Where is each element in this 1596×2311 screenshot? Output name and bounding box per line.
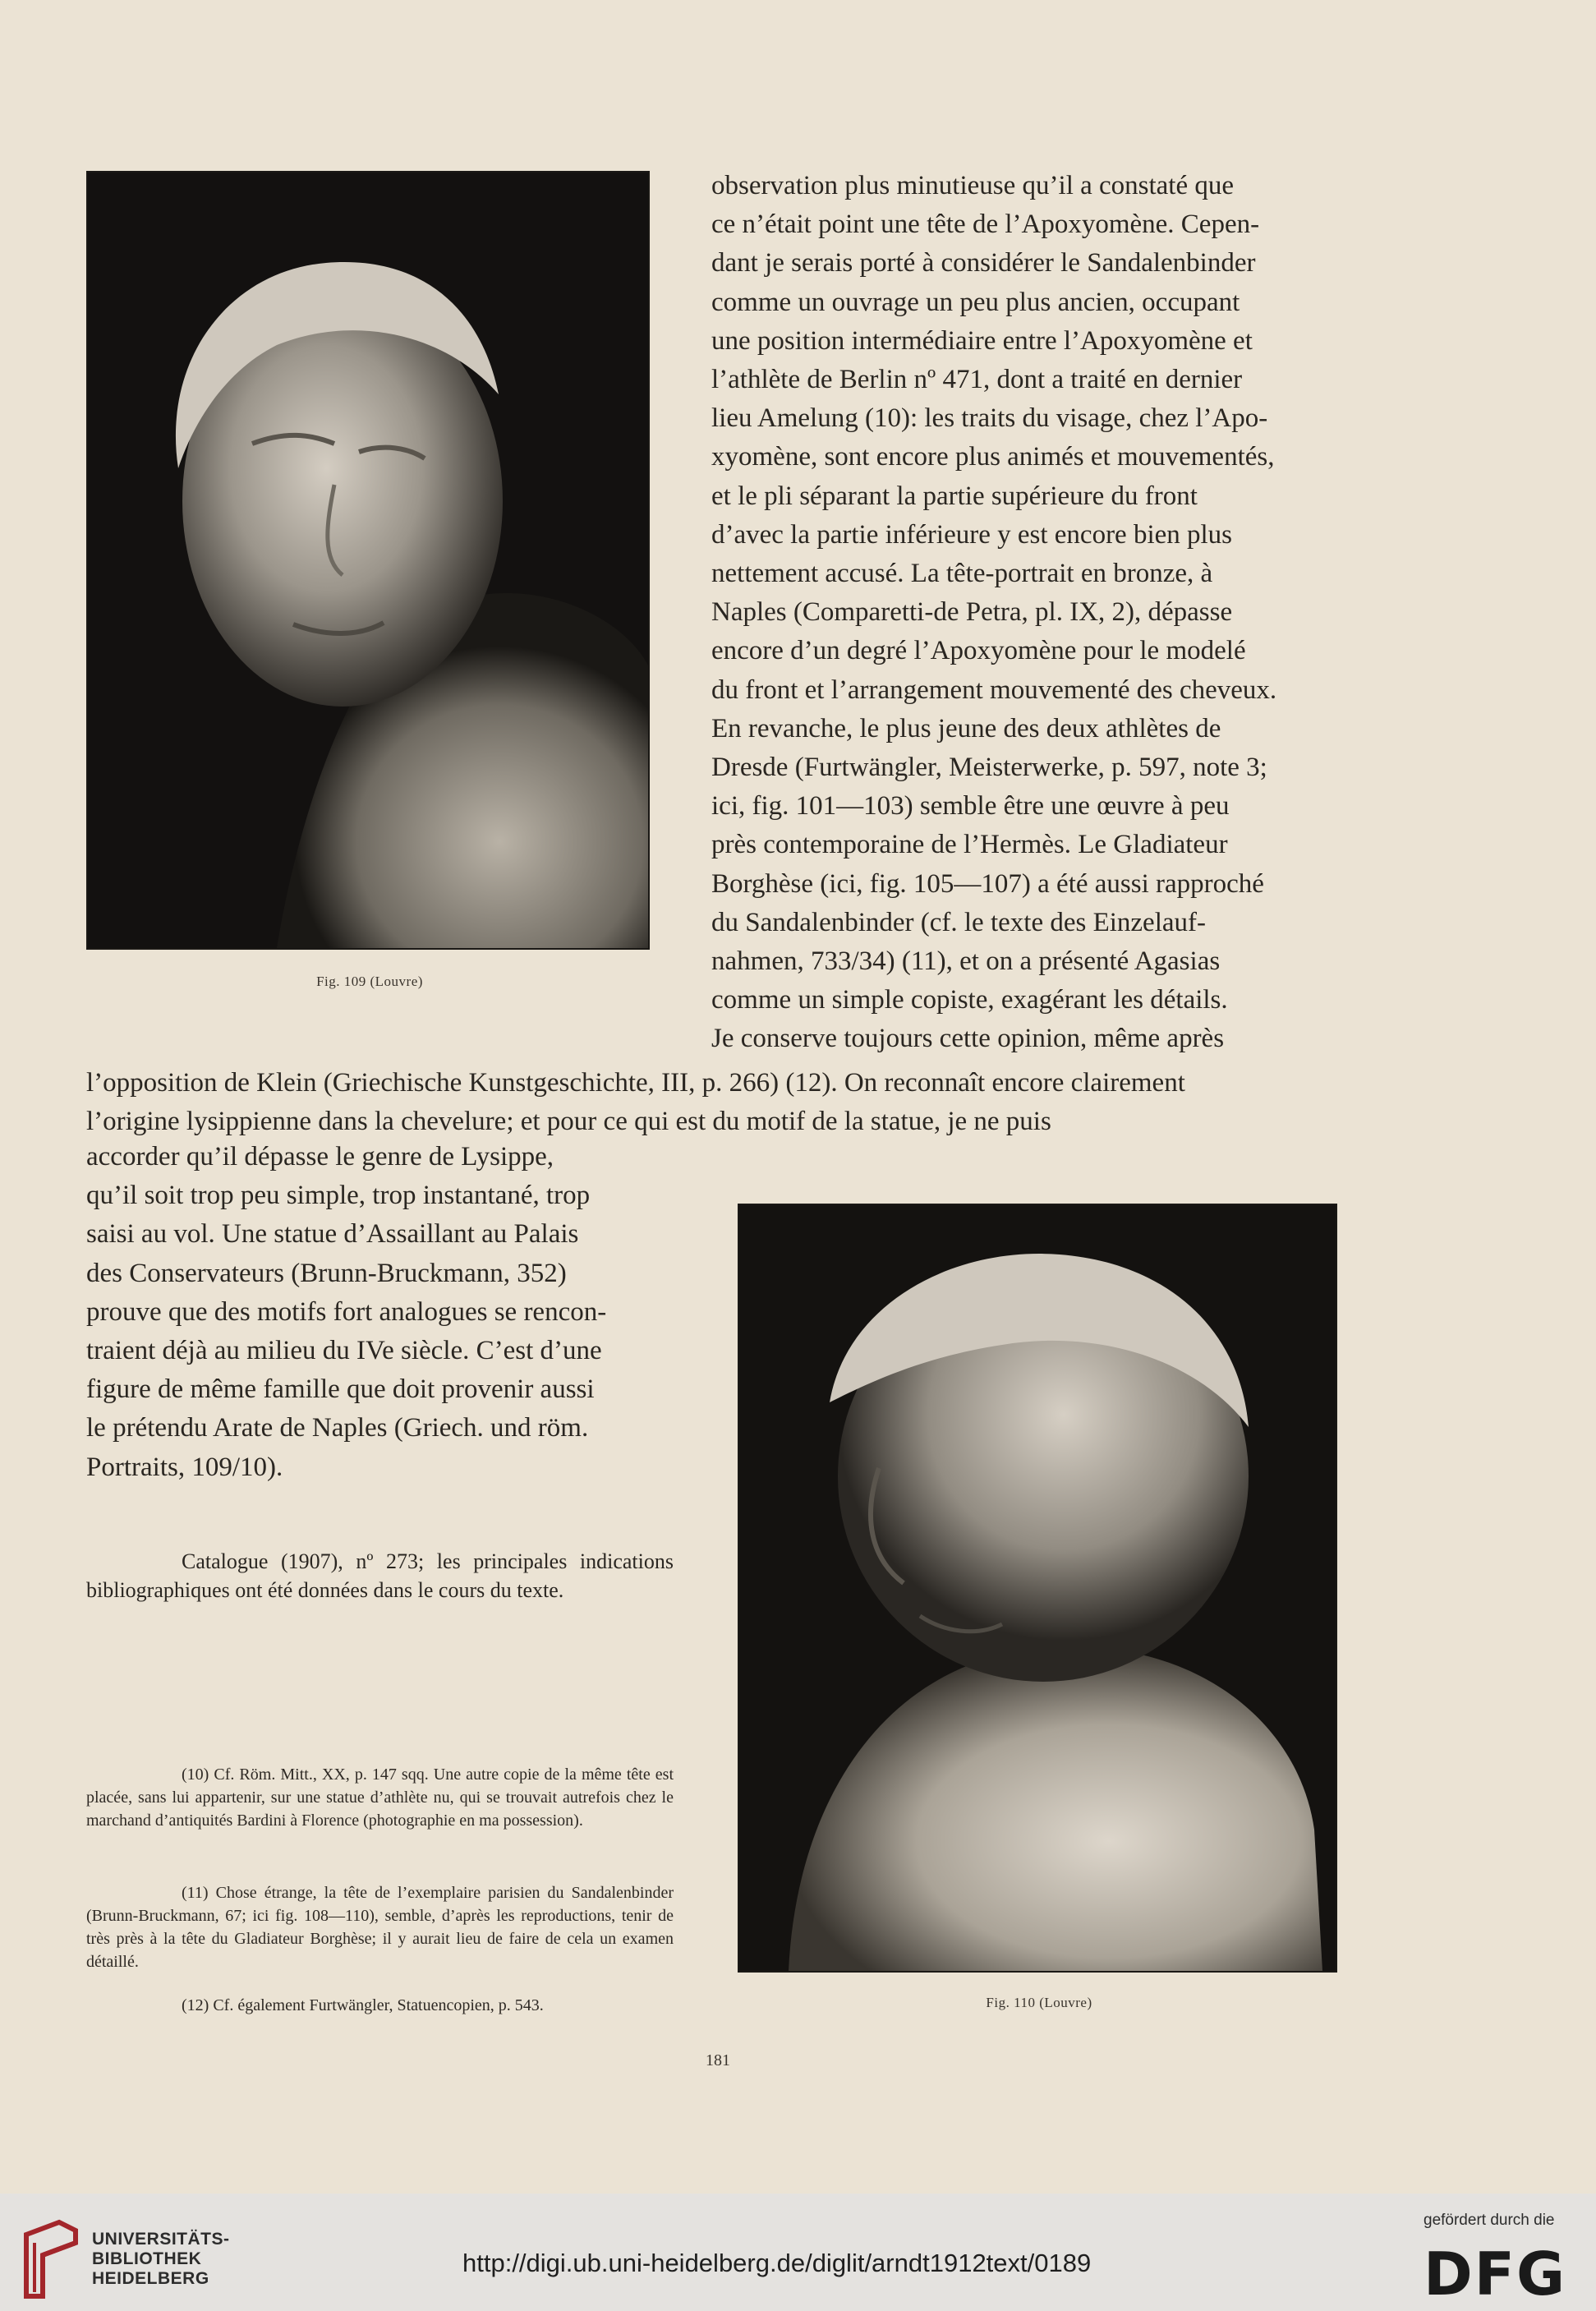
text-line: d’avec la partie inférieure y est encore bien plus — [711, 519, 1233, 550]
marble-head-image — [88, 173, 648, 948]
text-line: accorder qu’il dépasse le genre de Lysippe, — [86, 1142, 554, 1172]
library-name-line: BIBLIOTHEK — [92, 2249, 202, 2268]
text-line: ce n’était point une tête de l’Apoxyomène. Cepen- — [711, 209, 1260, 240]
figure-109-photo — [86, 171, 650, 950]
left-column-text — [86, 1138, 674, 1487]
text-line: du front et l’arrangement mouvementé des cheveux. — [711, 674, 1277, 705]
document-url-link[interactable]: http://digi.ub.uni-heidelberg.de/diglit/arndt1912text/0189 — [462, 2249, 1092, 2277]
text-line: et le pli séparant la partie supérieure du front — [711, 481, 1198, 511]
text-line: Je conserve toujours cette opinion, même après — [711, 1024, 1225, 1054]
text-line: comme un ouvrage un peu plus ancien, occupant — [711, 287, 1240, 317]
digitization-footer — [0, 2194, 1596, 2311]
text-line: observation plus minutieuse qu’il a constaté que — [711, 171, 1235, 200]
text-line: Portraits, 109/10). — [86, 1452, 283, 1482]
figure-110-photo — [738, 1204, 1337, 1973]
right-column-text — [711, 167, 1336, 1059]
footnote-10: (10) Cf. Röm. Mitt., XX, p. 147 sqq. Une autre copie de la même tête est placée, sans lui appartenir, sur une statue d’athlète nu, qui se trouvait autrefois chez le marchand d’antiquités Bardini à Florence (photographie en ma possession). — [86, 1765, 674, 1830]
text-line: qu’il soit trop peu simple, trop instantané, trop — [86, 1181, 591, 1211]
text-line: dant je serais porté à considérer le Sandalenbinder — [711, 248, 1256, 279]
text-line: comme un simple copiste, exagérant les détails. — [711, 985, 1228, 1015]
full-width-text — [86, 1064, 1336, 1141]
library-name[interactable] — [92, 2230, 230, 2289]
funded-by-label: gefördert durch die — [1424, 2212, 1555, 2229]
library-name-line: HEIDELBERG — [92, 2269, 209, 2288]
figure-110-caption: Fig. 110 (Louvre) — [986, 1995, 1092, 2010]
text-line: l’opposition de Klein (Griechische Kunstgeschichte, III, p. 266) (12). On reconnaît encore clairement — [86, 1068, 1185, 1098]
text-line: xyomène, sont encore plus animés et mouvementés, — [711, 442, 1275, 472]
page-number: 181 — [706, 2051, 730, 2069]
text-line: traient déjà au milieu du IVe siècle. C’est d’une — [86, 1336, 602, 1366]
marble-shoulder-image — [739, 1205, 1336, 1971]
figure-109-caption: Fig. 109 (Louvre) — [316, 974, 423, 989]
text-line: saisi au vol. Une statue d’Assaillant au Palais — [86, 1219, 579, 1250]
footnote-12: (12) Cf. également Furtwängler, Statuencopien, p. 543. — [182, 1996, 544, 2014]
text-line: encore d’un degré l’Apoxyomène pour le modelé — [711, 636, 1246, 666]
text-line: le prétendu Arate de Naples (Griech. und röm. — [86, 1413, 589, 1443]
text-line: l’origine lysippienne dans la chevelure; et pour ce qui est du motif de la statue, je ne puis — [86, 1107, 1051, 1136]
text-line: près contemporaine de l’Hermès. Le Gladiateur — [711, 830, 1228, 860]
library-logo-icon[interactable] — [18, 2218, 84, 2300]
text-line: Naples (Comparetti-de Petra, pl. IX, 2), dépasse — [711, 597, 1233, 628]
footnote-11: (11) Chose étrange, la tête de l’exemplaire parisien du Sandalenbinder (Brunn-Bruckmann, 67; ici fig. 108—110), semble, d’après les reproductions, tenir de très près à la tête du Gladiateur Borghèse; il y aurait lieu de faire de cela un examen détaillé. — [86, 1884, 674, 1971]
catalogue-note: Catalogue (1907), nº 273; les principales indications bibliographiques ont été données dans le cours du texte. — [86, 1549, 674, 1602]
text-line: En revanche, le plus jeune des deux athlètes de — [711, 713, 1221, 743]
text-line: des Conservateurs (Brunn-Bruckmann, 352) — [86, 1258, 567, 1288]
text-line: Dresde (Furtwängler, Meisterwerke, p. 597, note 3; — [711, 753, 1267, 783]
text-line: ici, fig. 101—103) semble être une œuvre à peu — [711, 791, 1230, 822]
text-line: nahmen, 733/34) (11), et on a présenté Agasias — [711, 946, 1221, 977]
text-line: Borghèse (ici, fig. 105—107) a été aussi rapproché — [711, 868, 1264, 899]
text-line: une position intermédiaire entre l’Apoxyomène et — [711, 325, 1253, 356]
text-line: figure de même famille que doit provenir aussi — [86, 1374, 595, 1405]
text-line: du Sandalenbinder (cf. le texte des Einzelauf- — [711, 907, 1206, 937]
library-name-line: UNIVERSITÄTS- — [92, 2230, 230, 2249]
text-line: l’athlète de Berlin nº 471, dont a traité en dernier — [711, 365, 1243, 395]
text-line: prouve que des motifs fort analogues se rencon- — [86, 1296, 607, 1327]
text-line: lieu Amelung (10): les traits du visage, chez l’Apo- — [711, 403, 1268, 434]
text-line: nettement accusé. La tête-portrait en bronze, à — [711, 559, 1213, 589]
dfg-logo[interactable]: DFG — [1424, 2240, 1567, 2309]
